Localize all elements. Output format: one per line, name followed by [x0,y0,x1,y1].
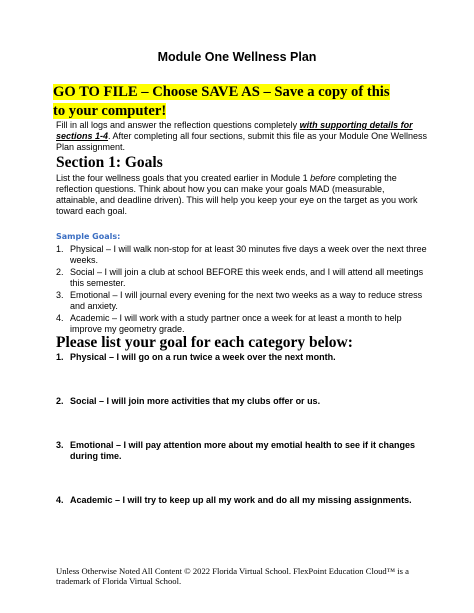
goal-physical[interactable] [56,352,428,363]
goal-number: 4. [56,495,64,505]
goal-number: 3. [56,440,64,450]
section-1-heading: Section 1: Goals [56,154,163,171]
sample-goal-text: Physical – I will walk non-stop for at least 30 minutes five days a week over the next three weeks. [70,244,427,265]
desc-text-after: completing the reflection questions. Think about how you can make your goals MAD (measurable, attainable, and deadline driven). This will help you keep your eye on the target as you work toward each goal. [56,173,418,216]
goal-academic[interactable] [56,495,428,506]
goal-text[interactable]: Academic – I will try to keep up all my work and do all my missing assignments. [70,495,412,505]
sample-goal-item [56,244,428,266]
sample-goal-text: Social – I will join a club at school BEFORE this week ends, and I will attend all meetings this semester. [70,267,424,288]
sample-goal-number: 2. [56,267,64,277]
desc-text-before: List the four wellness goals that you created earlier in Module 1 [56,173,311,183]
copyright-footer: Unless Otherwise Noted All Content © 2022 Florida Virtual School. FlexPoint Education Cloud™ is a trademark of Florida Virtual School. [56,566,409,586]
page-title: Module One Wellness Plan [157,50,317,64]
sample-goal-text: Emotional – I will journal every evening for the next two weeks as a way to reduce stress and anxiety. [70,290,423,311]
goal-text[interactable]: Social – I will join more activities that my clubs offer or us. [70,396,321,406]
goal-text[interactable]: Emotional – I will pay attention more about my emotial health to see if it changes during time. [70,440,416,461]
sample-goal-item [56,267,428,289]
intro-emphasis: with supporting details for sections 1-4 [56,120,413,141]
goal-number: 2. [56,396,64,406]
sample-goal-item [56,290,428,312]
sample-goal-number: 3. [56,290,64,300]
goal-emotional[interactable] [56,440,428,462]
section-1-description [56,173,426,217]
intro-paragraph [56,120,428,153]
sample-goal-text: Academic – I will work with a study partner once a week for at least a month to help improve my geometry grade. [70,313,402,334]
sample-goal-item [56,313,428,335]
sample-goals-list [56,244,428,336]
desc-italic: before [310,173,336,183]
goal-number: 1. [56,352,64,362]
sample-goal-number: 4. [56,313,64,323]
goal-list-heading: Please list your goal for each category below: [56,334,353,351]
goal-text[interactable]: Physical – I will go on a run twice a week over the next month. [70,352,336,362]
sample-goals-title: Sample Goals: [56,232,121,241]
highlighted-banner-text: GO TO FILE – Choose SAVE AS – Save a copy of this to your computer! [53,84,390,119]
sample-goal-number: 1. [56,244,64,254]
intro-text-after: . After completing all four sections, submit this file as your Module One Wellness Plan assignment. [56,131,428,152]
goal-social[interactable] [56,396,428,407]
intro-text-before: Fill in all logs and answer the reflection questions completely [56,120,300,130]
save-instruction-banner [53,83,399,121]
